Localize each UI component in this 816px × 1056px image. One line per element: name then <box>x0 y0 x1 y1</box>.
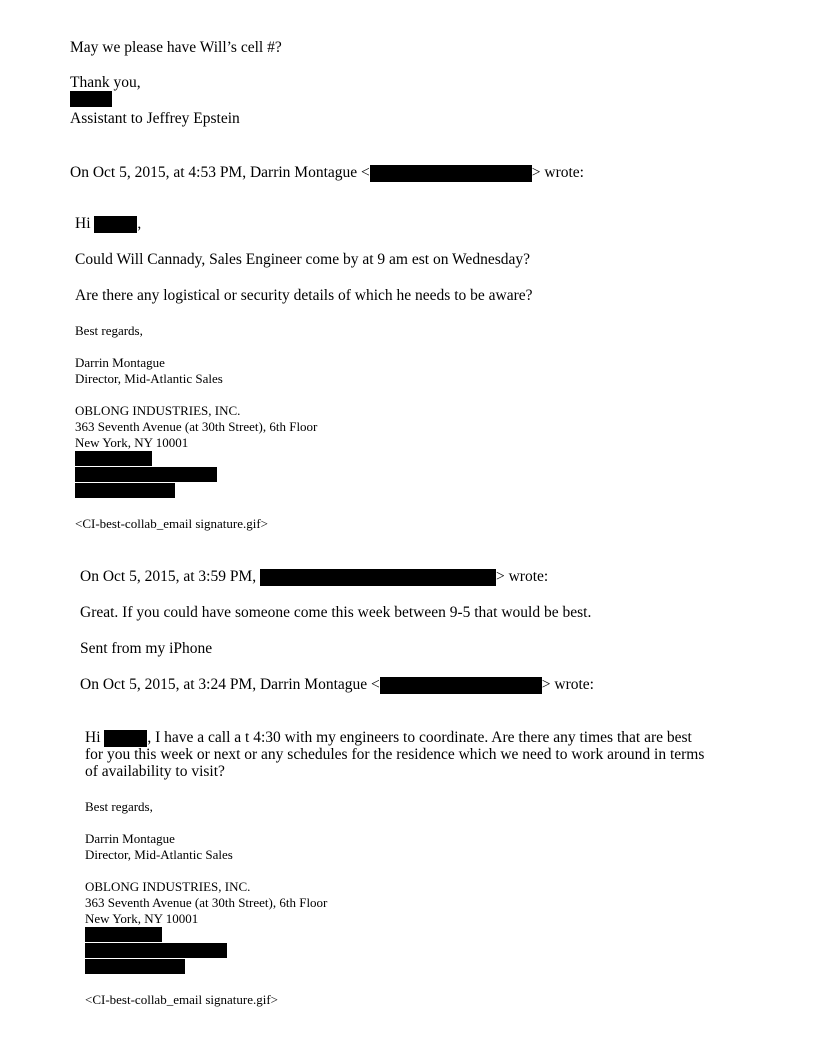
msg3-company: OBLONG INDUSTRIES, INC. <box>85 879 251 894</box>
msg1-address2: New York, NY 10001 <box>75 435 189 450</box>
msg2-header-suffix: > wrote: <box>495 568 549 586</box>
msg1-header-prefix: On Oct 5, 2015, at 4:53 PM, Darrin Montague < <box>70 164 370 182</box>
msg1-sig-title: Director, Mid-Atlantic Sales <box>75 371 223 386</box>
redaction-contact-2 <box>75 467 217 482</box>
msg3-header <box>80 677 594 694</box>
msg3-sig-name: Darrin Montague <box>85 831 175 846</box>
reply-sender-title: Assistant to Jeffrey Epstein <box>70 110 240 127</box>
msg2-header <box>80 569 548 586</box>
redaction-contact-2 <box>85 943 227 958</box>
msg1-address1: 363 Seventh Avenue (at 30th Street), 6th Floor <box>75 419 318 434</box>
redaction-contact-1 <box>75 451 152 466</box>
redaction-email <box>370 165 532 182</box>
reply-closing: Thank you, <box>70 74 141 91</box>
msg3-body-line1 <box>85 730 692 747</box>
redaction-recipient-name <box>104 730 147 747</box>
msg1-company-block <box>75 403 317 451</box>
msg3-sig-title: Director, Mid-Atlantic Sales <box>85 847 233 862</box>
msg2-sent-from: Sent from my iPhone <box>80 640 213 657</box>
redaction-contact-1 <box>85 927 162 942</box>
msg3-signoff: Best regards, <box>85 799 153 814</box>
redaction-sender-name <box>70 91 112 107</box>
msg3-greeting: Hi <box>85 729 101 747</box>
msg3-header-suffix: > wrote: <box>541 676 594 694</box>
msg3-address1: 363 Seventh Avenue (at 30th Street), 6th Floor <box>85 895 328 910</box>
msg3-attachment: <CI-best-collab_email signature.gif> <box>85 992 278 1007</box>
msg3-body-line1-text: , I have a call a t 4:30 with my engineers to coordinate. Are there any times that are best <box>147 729 692 747</box>
msg2-header-prefix: On Oct 5, 2015, at 3:59 PM, <box>80 568 257 586</box>
redaction-sender <box>260 569 496 586</box>
msg1-header-suffix: > wrote: <box>531 164 584 182</box>
redaction-email <box>380 677 542 694</box>
msg1-greeting <box>75 216 141 233</box>
msg3-body-line2: for you this week or next or any schedules for the residence which we need to work around in terms <box>85 746 705 763</box>
msg1-signoff: Best regards, <box>75 323 143 338</box>
msg1-line2: Are there any logistical or security details of which he needs to be aware? <box>75 287 533 304</box>
msg1-greeting-comma: , <box>137 215 142 233</box>
msg2-body: Great. If you could have someone come this week between 9-5 that would be best. <box>80 604 592 621</box>
msg3-company-block <box>85 879 327 927</box>
msg3-signature <box>85 831 233 863</box>
msg3-header-prefix: On Oct 5, 2015, at 3:24 PM, Darrin Montague < <box>80 676 380 694</box>
msg1-greeting-word: Hi <box>75 215 91 233</box>
msg1-signature <box>75 355 223 387</box>
reply-question: May we please have Will’s cell #? <box>70 39 282 56</box>
redaction-contact-3 <box>85 959 185 974</box>
msg1-line1: Could Will Cannady, Sales Engineer come by at 9 am est on Wednesday? <box>75 251 530 268</box>
msg1-attachment: <CI-best-collab_email signature.gif> <box>75 516 268 531</box>
msg1-sig-name: Darrin Montague <box>75 355 165 370</box>
redaction-contact-3 <box>75 483 175 498</box>
redaction-recipient-name <box>94 216 137 233</box>
msg3-body-line3: of availability to visit? <box>85 763 225 780</box>
msg3-address2: New York, NY 10001 <box>85 911 199 926</box>
msg1-header <box>70 165 584 182</box>
msg1-company: OBLONG INDUSTRIES, INC. <box>75 403 241 418</box>
